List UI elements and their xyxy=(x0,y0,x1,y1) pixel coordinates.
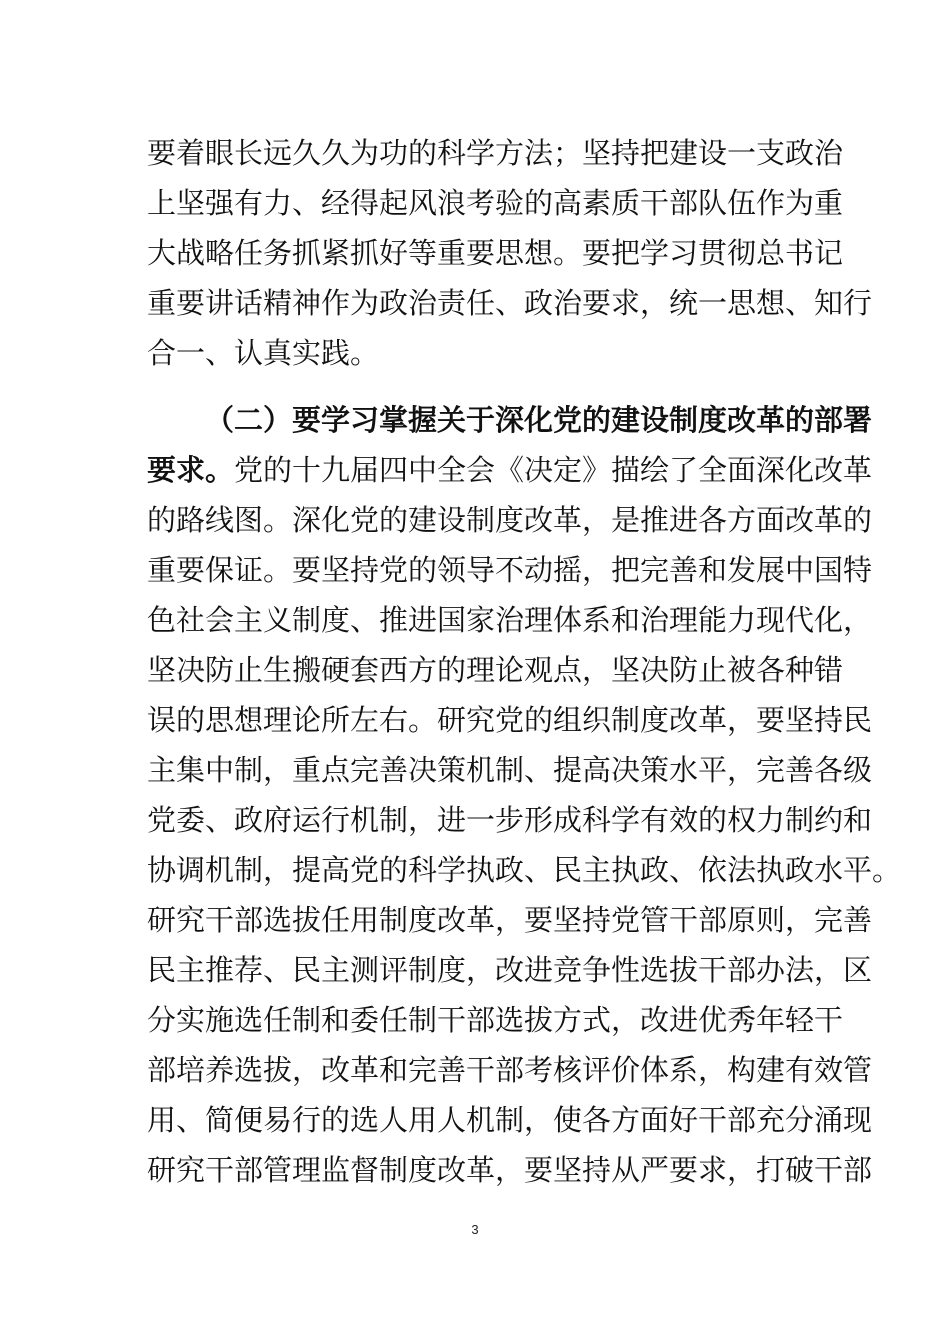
paragraph-2-line-11: 民主推荐、民主测评制度，改进竞争性选拔干部办法，区 xyxy=(147,953,873,987)
paragraph-1-line-5: 合一、认真实践。 xyxy=(147,336,380,370)
paragraph-2-line-2: 的路线图。深化党的建设制度改革，是推进各方面改革的 xyxy=(147,503,873,537)
paragraph-2-line-1-text: 党的十九届四中全会《决定》描绘了全面深化改革 xyxy=(234,453,873,487)
paragraph-1-line-2: 上坚强有力、经得起风浪考验的高素质干部队伍作为重 xyxy=(147,186,844,220)
paragraph-2-line-1 xyxy=(147,447,873,493)
paragraph-2-line-7: 主集中制，重点完善决策机制、提高决策水平，完善各级 xyxy=(147,753,873,787)
paragraph-1-line-1: 要着眼长远久久为功的科学方法；坚持把建设一支政治 xyxy=(147,136,844,170)
paragraph-2-line-10: 研究干部选拔任用制度改革，要坚持党管干部原则，完善 xyxy=(147,903,873,937)
paragraph-2-line-4: 色社会主义制度、推进国家治理体系和治理能力现代化， xyxy=(147,603,873,637)
paragraph-2-line-15: 研究干部管理监督制度改革，要坚持从严要求，打破干部 xyxy=(147,1153,873,1187)
page-number: 3 xyxy=(471,1222,479,1237)
section-heading: （二）要学习掌握关于深化党的建设制度改革的部署 xyxy=(205,403,873,437)
paragraph-1-line-4: 重要讲话精神作为政治责任、政治要求，统一思想、知行 xyxy=(147,286,873,320)
paragraph-2-line-3: 重要保证。要坚持党的领导不动摇，把完善和发展中国特 xyxy=(147,553,873,587)
paragraph-2-line-8: 党委、政府运行机制，进一步形成科学有效的权力制约和 xyxy=(147,803,873,837)
paragraph-2-line-6: 误的思想理论所左右。研究党的组织制度改革，要坚持民 xyxy=(147,703,873,737)
paragraph-2-line-9: 协调机制，提高党的科学执政、民主执政、依法执政水平。 xyxy=(147,853,902,887)
section-heading-end: 要求。 xyxy=(147,453,235,487)
paragraph-2-line-12: 分实施选任制和委任制干部选拔方式，改进优秀年轻干 xyxy=(147,1003,844,1037)
paragraph-2-line-13: 部培养选拔，改革和完善干部考核评价体系，构建有效管 xyxy=(147,1053,873,1087)
paragraph-2-line-14: 用、简便易行的选人用人机制，使各方面好干部充分涌现 xyxy=(147,1103,873,1137)
paragraph-1-line-3: 大战略任务抓紧抓好等重要思想。要把学习贯彻总书记 xyxy=(147,236,844,270)
paragraph-2-line-5: 坚决防止生搬硬套西方的理论观点，坚决防止被各种错 xyxy=(147,653,844,687)
